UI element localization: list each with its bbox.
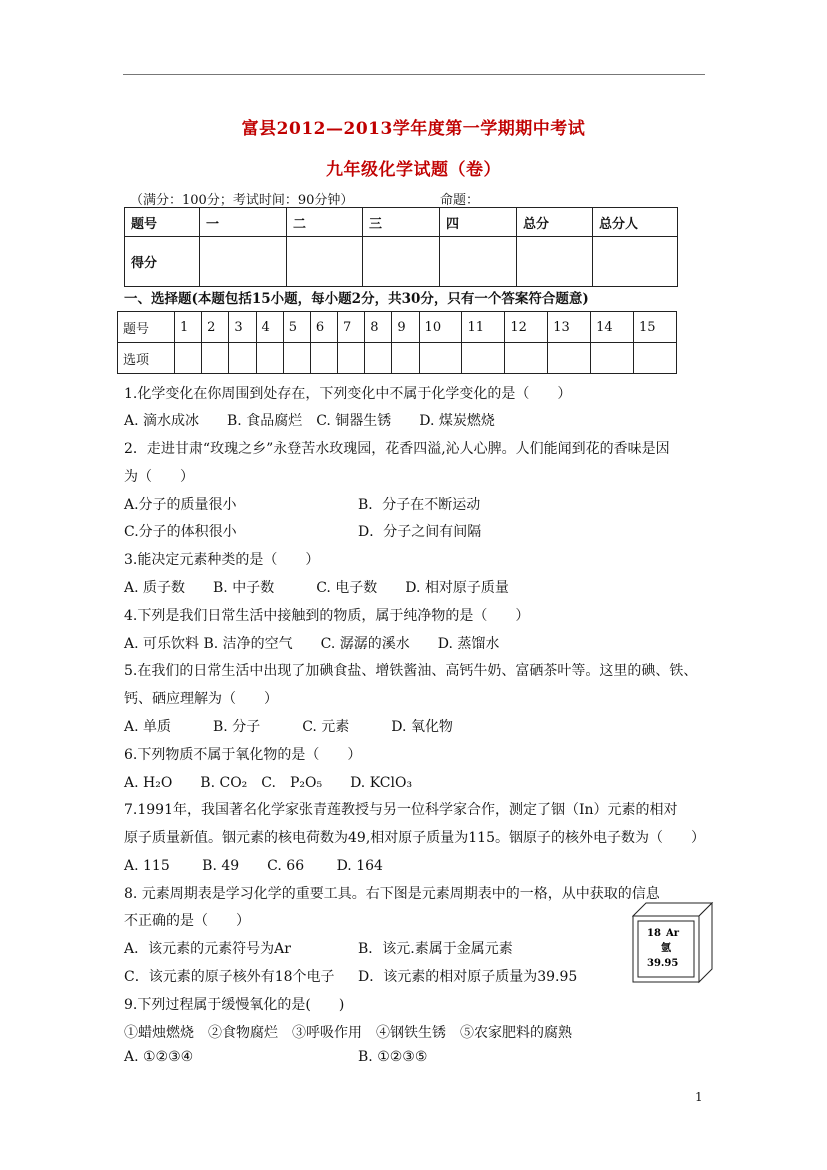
answer-input-cell[interactable]	[338, 343, 365, 374]
score-input-cell[interactable]	[287, 237, 363, 287]
answer-number: 14	[591, 312, 634, 343]
question-2-option-a: A.分子的质量很小	[124, 497, 237, 513]
answer-number: 9	[392, 312, 419, 343]
question-6-stem: 6.下列物质不属于氧化物的是（ ）	[124, 747, 362, 763]
score-cell: 题号	[125, 208, 200, 237]
question-8-options-row1	[124, 938, 513, 958]
score-table-header-row	[125, 208, 678, 237]
answer-row-label: 选项	[118, 343, 175, 374]
score-input-cell[interactable]	[517, 237, 593, 287]
answer-number: 1	[175, 312, 202, 343]
answer-number-row	[118, 312, 677, 343]
score-row-label: 得分	[125, 237, 200, 287]
question-9-stem: 9.下列过程属于缓慢氧化的是( )	[124, 997, 345, 1013]
answer-number: 7	[338, 312, 365, 343]
question-5-stem: 5.在我们的日常生活中出现了加碘食盐、增铁酱油、高钙牛奶、富硒茶叶等。这里的碘、铁、	[124, 663, 698, 679]
question-5-options: A. 单质 B. 分子 C. 元素 D. 氧化物	[124, 719, 453, 735]
question-2-options-row2	[124, 521, 482, 541]
answer-row-label: 题号	[118, 312, 175, 343]
element-mass: 39.95	[647, 958, 679, 969]
question-8-stem: 8. 元素周期表是学习化学的重要工具。右下图是元素周期表中的一格，从中获取的信息	[124, 886, 660, 902]
question-9-option-a: A. ①②③④	[124, 1049, 194, 1065]
answer-input-cell[interactable]	[392, 343, 419, 374]
answer-input-cell[interactable]	[310, 343, 337, 374]
header-rule	[123, 74, 705, 75]
score-cell: 三	[363, 208, 440, 237]
question-2-stem: 2．走进甘肃“玫瑰之乡”永登苦水玫瑰园，花香四溢,沁人心脾。人们能闻到花的香味是因	[124, 441, 670, 457]
score-input-cell[interactable]	[200, 237, 287, 287]
question-7-stem: 7.1991年，我国著名化学家张青莲教授与另一位科学家合作，测定了铟（In）元素的相对	[124, 802, 678, 818]
answer-input-cell[interactable]	[505, 343, 548, 374]
question-3-options: A. 质子数 B. 中子数 C. 电子数 D. 相对原子质量	[124, 580, 509, 596]
question-7-stem-cont: 原子质量新值。铟元素的核电荷数为49,相对原子质量为115。铟原子的核外电子数为（ ）	[124, 830, 705, 846]
answer-number: 15	[634, 312, 677, 343]
question-7-options: A. 115 B. 49 C. 66 D. 164	[124, 858, 383, 874]
answer-input-cell[interactable]	[548, 343, 591, 374]
question-2-option-d: D．分子之间有间隔	[358, 524, 482, 540]
score-table	[124, 207, 678, 287]
answer-input-cell[interactable]	[283, 343, 310, 374]
question-2-option-b: B．分子在不断运动	[358, 497, 481, 513]
exam-subtitle: 九年级化学试题（卷）	[326, 160, 501, 180]
answer-input-cell[interactable]	[202, 343, 229, 374]
question-2-option-c: C.分子的体积很小	[124, 524, 237, 540]
answer-number: 13	[548, 312, 591, 343]
answer-number: 8	[365, 312, 392, 343]
answer-number: 4	[256, 312, 283, 343]
answer-choice-row	[118, 343, 677, 374]
answer-input-cell[interactable]	[419, 343, 462, 374]
score-table-score-row	[125, 237, 678, 287]
answer-input-cell[interactable]	[175, 343, 202, 374]
question-1-options: A. 滴水成冰 B. 食品腐烂 C. 铜器生锈 D. 煤炭燃烧	[124, 413, 495, 429]
question-8-option-d: D．该元素的相对原子质量为39.95	[358, 969, 578, 985]
answer-number: 11	[462, 312, 505, 343]
page-number: 1	[695, 1090, 703, 1104]
score-input-cell[interactable]	[363, 237, 440, 287]
exam-info	[130, 189, 480, 208]
answer-table	[117, 311, 677, 374]
question-5-stem-cont: 钙、硒应理解为（ ）	[124, 691, 278, 707]
periodic-table-cell	[632, 902, 714, 988]
question-8-option-a: A．该元素的元素符号为Ar	[124, 941, 291, 957]
question-6-options: A. H₂O B. CO₂ C. P₂O₅ D. KClO₃	[124, 775, 413, 791]
score-input-cell[interactable]	[593, 237, 678, 287]
answer-input-cell[interactable]	[229, 343, 256, 374]
question-8-option-c: C．该元素的原子核外有18个电子	[124, 969, 335, 985]
question-2-stem-cont: 为（ ）	[124, 469, 194, 485]
question-1-stem: 1.化学变化在你周围到处存在，下列变化中不属于化学变化的是（ ）	[124, 386, 572, 402]
answer-number: 2	[202, 312, 229, 343]
element-name: 氩	[661, 943, 671, 954]
score-input-cell[interactable]	[440, 237, 517, 287]
element-number: 18	[647, 928, 661, 939]
question-3-stem: 3.能决定元素种类的是（ ）	[124, 552, 320, 568]
score-cell: 总分人	[593, 208, 678, 237]
score-cell: 总分	[517, 208, 593, 237]
question-4-options: A. 可乐饮料 B. 洁净的空气 C. 潺潺的溪水 D. 蒸馏水	[124, 636, 500, 652]
exam-info-text: （满分：100分；考试时间：90分钟）	[130, 193, 354, 208]
exam-setter: 命题：	[440, 193, 480, 208]
answer-number: 5	[283, 312, 310, 343]
answer-number: 3	[229, 312, 256, 343]
question-8-stem-cont: 不正确的是（ ）	[124, 913, 250, 929]
exam-title: 富县2012—2013学年度第一学期期中考试	[241, 119, 586, 139]
question-9-items: ①蜡烛燃烧 ②食物腐烂 ③呼吸作用 ④钢铁生锈 ⑤农家肥料的腐熟	[124, 1025, 572, 1041]
question-4-stem: 4.下列是我们日常生活中接触到的物质，属于纯净物的是（ ）	[124, 608, 530, 624]
question-8-option-b: B．该元.素属于金属元素	[358, 941, 513, 957]
score-cell: 一	[200, 208, 287, 237]
answer-input-cell[interactable]	[591, 343, 634, 374]
answer-input-cell[interactable]	[256, 343, 283, 374]
answer-input-cell[interactable]	[365, 343, 392, 374]
element-symbol: Ar	[666, 928, 680, 939]
question-8-options-row2	[124, 966, 578, 986]
answer-number: 10	[419, 312, 462, 343]
section-heading: 一、选择题(本题包括15小题，每小题2分，共30分，只有一个答案符合题意)	[124, 291, 589, 307]
answer-input-cell[interactable]	[462, 343, 505, 374]
answer-number: 6	[310, 312, 337, 343]
question-2-options-row1	[124, 494, 481, 514]
score-cell: 二	[287, 208, 363, 237]
answer-number: 12	[505, 312, 548, 343]
question-9-options	[124, 1049, 428, 1065]
question-9-option-b: B. ①②③⑤	[358, 1049, 428, 1065]
answer-input-cell[interactable]	[634, 343, 677, 374]
score-cell: 四	[440, 208, 517, 237]
